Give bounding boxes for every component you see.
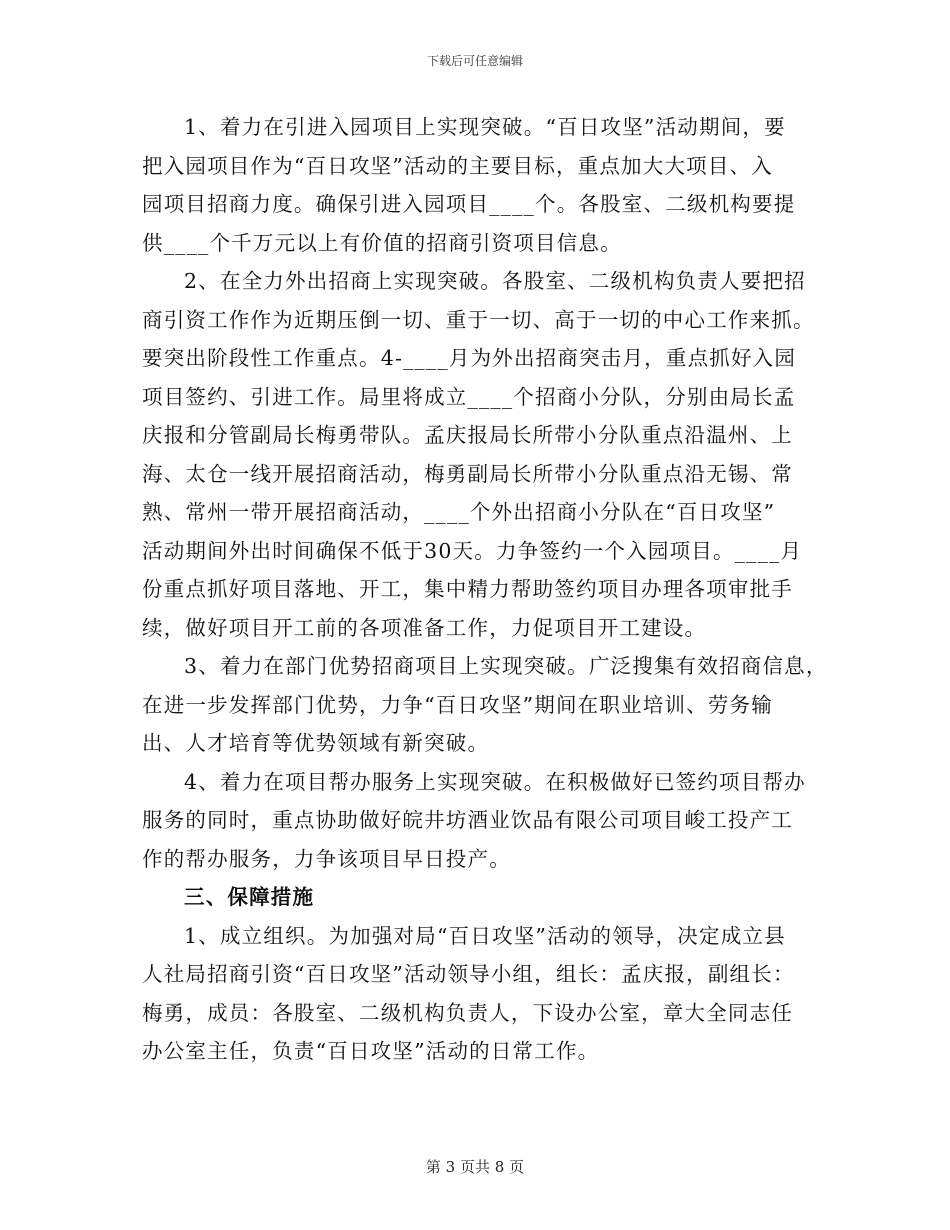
paragraph-line: 4、着力在项目帮办服务上实现突破。在积极做好已签约项目帮办 [184, 769, 806, 794]
paragraph-line: 园项目招商力度。确保引进入园项目____个。各股室、二级机构要提 [142, 192, 796, 216]
paragraph-line: 1、着力在引进入园项目上实现突破。“百日攻坚”活动期间，要 [184, 115, 786, 139]
paragraph-line: 供____个千万元以上有价值的招商引资项目信息。 [142, 230, 622, 255]
paragraph-line: 项目签约、引进工作。局里将成立____个招商小分队，分别由局长孟 [142, 384, 796, 409]
section-heading-block [142, 878, 832, 917]
paragraph-line: 人社局招商引资“百日攻坚”活动领导小组，组长：孟庆报，副组长： [142, 962, 795, 986]
paragraph-line: 梅勇，成员：各股室、二级机构负责人，下设办公室，章大全同志任 [142, 1000, 793, 1025]
paragraph-item-1 [142, 108, 832, 262]
paragraph-line: 份重点抓好项目落地、开工，集中精力帮助签约项目办理各项审批手 [142, 577, 793, 601]
section-heading: 三、保障措施 [184, 885, 315, 909]
paragraph-line: 在进一步发挥部门优势，力争“百日攻坚”期间在职业培训、劳务输 [142, 692, 773, 717]
paragraph-line: 熟、常州一带开展招商活动，____个外出招商小分队在“百日攻坚” [142, 500, 776, 524]
paragraph-line: 出、人才培育等优势领域有新突破。 [142, 731, 490, 755]
document-body [142, 108, 832, 1071]
page-header: 下载后可任意编辑 [426, 54, 523, 68]
paragraph-line: 庆报和分管副局长梅勇带队。孟庆报局长所带小分队重点沿温州、上 [142, 423, 793, 447]
paragraph-line: 3、着力在部门优势招商项目上实现突破。广泛搜集有效招商信息， [184, 654, 828, 678]
paragraph-line: 1、成立组织。为加强对局“百日攻坚”活动的领导，决定成立县 [184, 923, 786, 948]
paragraph-line: 海、太仓一线开展招商活动，梅勇副局长所带小分队重点沿无锡、常 [142, 461, 793, 486]
page-number-footer: 第 3 页共 8 页 [425, 1158, 525, 1176]
paragraph-line: 要突出阶段性工作重点。4-____月为外出招商突击月，重点抓好入园 [142, 346, 797, 370]
paragraph-line: 把入园项目作为“百日攻坚”活动的主要目标，重点加大大项目、入 [142, 153, 773, 178]
paragraph-line: 续，做好项目开工前的各项准备工作，力促项目开工建设。 [142, 615, 707, 640]
paragraph-line: 办公室主任，负责“百日攻坚”活动的日常工作。 [142, 1039, 600, 1063]
paragraph-item-5 [142, 917, 832, 1071]
paragraph-item-3 [142, 647, 832, 763]
paragraph-line: 服务的同时，重点协助做好皖井坊酒业饮品有限公司项目峻工投产工 [142, 808, 793, 832]
paragraph-line: 商引资工作作为近期压倒一切、重于一切、高于一切的中心工作来抓。 [142, 307, 815, 332]
paragraph-line: 2、在全力外出招商上实现突破。各股室、二级机构负责人要把招 [184, 269, 806, 293]
paragraph-item-2 [142, 262, 832, 647]
paragraph-line: 活动期间外出时间确保不低于30天。力争签约一个入园项目。____月 [142, 538, 803, 563]
paragraph-line: 作的帮办服务，力争该项目早日投产。 [142, 846, 511, 871]
paragraph-item-4 [142, 763, 832, 879]
